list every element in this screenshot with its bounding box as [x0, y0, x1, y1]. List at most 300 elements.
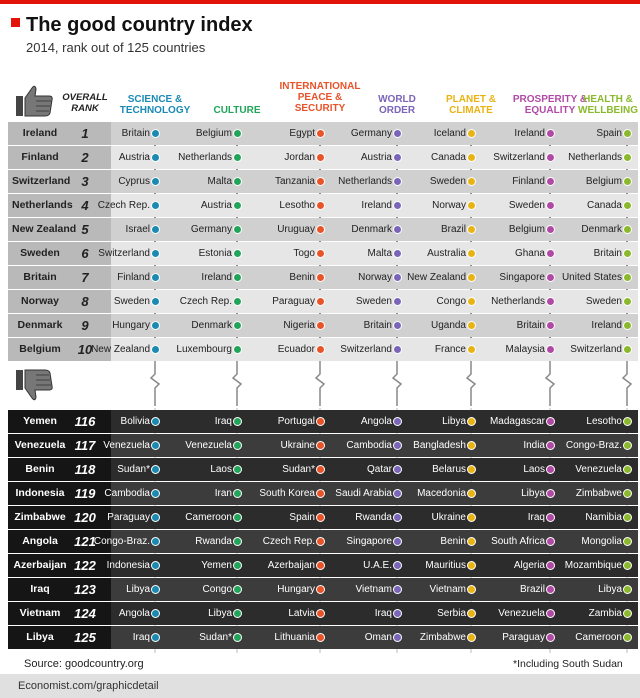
footnote: *Including South Sudan: [513, 658, 623, 670]
column-header-health: HEALTH & WELLBEING: [578, 94, 638, 116]
marker-dot-prosperity: [546, 513, 555, 522]
brand-square: [11, 18, 20, 27]
marker-dot-prosperity: [546, 465, 555, 474]
cell-planet: Bangladesh: [413, 440, 466, 451]
marker-dot-science: [151, 225, 160, 234]
country-name: Vietnam: [19, 607, 61, 619]
overall-rank: 7: [81, 270, 89, 285]
cell-science: Bolivia: [120, 416, 150, 427]
overall-rank: 117: [74, 438, 96, 453]
marker-dot-planet: [467, 201, 476, 210]
country-name: Denmark: [17, 319, 63, 331]
cell-planet: Norway: [432, 200, 466, 211]
marker-dot-culture: [233, 345, 242, 354]
cell-planet: Serbia: [437, 608, 466, 619]
marker-dot-world: [393, 417, 402, 426]
overall-rank: 2: [81, 150, 89, 165]
thumbs-down-icon: [14, 368, 56, 402]
country-name: Venezuela: [14, 439, 66, 451]
marker-dot-prosperity: [546, 561, 555, 570]
cell-planet: New Zealand: [407, 272, 466, 283]
marker-dot-prosperity: [546, 489, 555, 498]
cell-world: Germany: [350, 128, 392, 139]
cell-world: Malta: [367, 248, 392, 259]
marker-dot-world: [393, 489, 402, 498]
marker-dot-world: [393, 345, 402, 354]
marker-dot-planet: [467, 177, 476, 186]
cell-prosperity: Libya: [521, 488, 545, 499]
cell-health: Sweden: [585, 296, 622, 307]
marker-dot-health: [623, 489, 632, 498]
marker-dot-culture: [233, 609, 242, 618]
country-cell: [8, 482, 111, 505]
marker-dot-peace: [316, 441, 325, 450]
cell-health: Ireland: [591, 320, 622, 331]
top-accent-bar: [0, 0, 640, 4]
marker-dot-world: [393, 513, 402, 522]
cell-health: Cameroon: [575, 632, 622, 643]
break-mark: [391, 356, 403, 406]
cell-planet: Sweden: [429, 176, 466, 187]
marker-dot-culture: [233, 129, 242, 138]
marker-dot-culture: [233, 441, 242, 450]
marker-dot-world: [393, 441, 402, 450]
cell-peace: Lesotho: [279, 200, 315, 211]
marker-dot-health: [623, 225, 632, 234]
marker-dot-planet: [467, 225, 476, 234]
break-mark: [149, 356, 161, 406]
marker-dot-health: [623, 153, 632, 162]
cell-planet: Ukraine: [431, 512, 466, 523]
cell-world: Austria: [360, 152, 392, 163]
marker-dot-world: [393, 177, 402, 186]
country-cell: [8, 170, 111, 193]
marker-dot-world: [393, 321, 402, 330]
cell-peace: Lithuania: [274, 632, 315, 643]
country-name: Iraq: [30, 583, 50, 595]
cell-peace: Hungary: [277, 584, 315, 595]
marker-dot-planet: [467, 273, 476, 282]
overall-rank: 8: [81, 294, 89, 309]
cell-culture: Iraq: [214, 416, 232, 427]
country-name: Belgium: [19, 343, 61, 355]
marker-dot-science: [151, 177, 160, 186]
cell-planet: Benin: [440, 536, 466, 547]
cell-peace: Nigeria: [283, 320, 315, 331]
country-cell: [8, 410, 111, 433]
marker-dot-world: [393, 249, 402, 258]
cell-health: Congo-Braz.: [565, 440, 622, 451]
cell-prosperity: Britain: [516, 320, 545, 331]
cell-science: Indonesia: [106, 560, 150, 571]
cell-prosperity: Madagascar: [489, 416, 545, 427]
marker-dot-prosperity: [546, 273, 555, 282]
marker-dot-science: [151, 153, 160, 162]
cell-science: Cambodia: [104, 488, 150, 499]
cell-culture: Ireland: [201, 272, 232, 283]
country-cell: [8, 290, 111, 313]
marker-dot-culture: [233, 249, 242, 258]
cell-culture: Cameroon: [185, 512, 232, 523]
cell-culture: Czech Rep.: [179, 296, 232, 307]
country-cell: [8, 146, 111, 169]
marker-dot-health: [623, 537, 632, 546]
cell-culture: Luxembourg: [176, 344, 232, 355]
cell-culture: Libya: [208, 608, 232, 619]
overall-rank: 119: [74, 486, 96, 501]
marker-dot-culture: [233, 561, 242, 570]
cell-health: Namibia: [585, 512, 622, 523]
marker-dot-prosperity: [546, 297, 555, 306]
cell-planet: Uganda: [430, 320, 466, 331]
marker-dot-planet: [467, 465, 476, 474]
cell-peace: Portugal: [277, 416, 315, 427]
marker-dot-prosperity: [546, 321, 555, 330]
country-name: Ireland: [22, 127, 58, 139]
marker-dot-science: [151, 609, 160, 618]
cell-health: Mozambique: [564, 560, 622, 571]
cell-science: Paraguay: [107, 512, 150, 523]
cell-peace: Sudan*: [282, 464, 315, 475]
country-cell: [8, 218, 111, 241]
marker-dot-science: [151, 345, 160, 354]
cell-prosperity: Ghana: [514, 248, 545, 259]
cell-world: Netherlands: [338, 176, 392, 187]
country-cell: [8, 266, 111, 289]
country-cell: [8, 122, 111, 145]
cell-peace: Uruguay: [277, 224, 315, 235]
marker-dot-health: [623, 345, 632, 354]
cell-prosperity: Algeria: [513, 560, 545, 571]
marker-dot-world: [393, 273, 402, 282]
marker-dot-science: [151, 129, 160, 138]
marker-dot-health: [623, 177, 632, 186]
marker-dot-peace: [316, 177, 325, 186]
cell-prosperity: Switzerland: [493, 152, 545, 163]
cell-world: Oman: [364, 632, 392, 643]
country-cell: [8, 626, 111, 649]
break-mark: [231, 356, 243, 406]
marker-dot-science: [151, 561, 160, 570]
cell-health: Netherlands: [568, 152, 622, 163]
chart-title: The good country index: [26, 14, 253, 36]
cell-world: Cambodia: [346, 440, 392, 451]
cell-world: Vietnam: [355, 584, 392, 595]
cell-health: Mongolia: [581, 536, 622, 547]
overall-rank: 5: [81, 222, 89, 237]
cell-culture: Congo: [202, 584, 232, 595]
cell-planet: Iceland: [433, 128, 466, 139]
country-cell: [8, 434, 111, 457]
country-cell: [8, 506, 111, 529]
column-header-world: WORLD ORDER: [378, 94, 416, 116]
country-name: Sweden: [20, 247, 60, 259]
marker-dot-prosperity: [546, 633, 555, 642]
marker-dot-health: [623, 201, 632, 210]
marker-dot-culture: [233, 201, 242, 210]
marker-dot-peace: [316, 153, 325, 162]
marker-dot-peace: [316, 417, 325, 426]
marker-dot-science: [151, 537, 160, 546]
overall-rank: 10: [77, 342, 93, 357]
country-name: Netherlands: [12, 199, 73, 211]
marker-dot-health: [623, 249, 632, 258]
cell-planet: France: [434, 344, 466, 355]
marker-dot-health: [623, 129, 632, 138]
marker-dot-health: [623, 417, 632, 426]
country-cell: [8, 458, 111, 481]
cell-health: Lesotho: [586, 416, 622, 427]
marker-dot-world: [393, 225, 402, 234]
marker-dot-planet: [467, 489, 476, 498]
column-header-science: SCIENCE & TECHNOLOGY: [119, 94, 191, 116]
country-cell: [8, 602, 111, 625]
country-cell: [8, 242, 111, 265]
column-header-prosperity: PROSPERITY & EQUALITY: [512, 94, 588, 116]
marker-dot-science: [151, 273, 160, 282]
marker-dot-health: [623, 561, 632, 570]
marker-dot-culture: [233, 489, 242, 498]
marker-dot-health: [623, 585, 632, 594]
cell-science: Hungary: [112, 320, 150, 331]
cell-culture: Sudan*: [199, 632, 232, 643]
marker-dot-planet: [467, 297, 476, 306]
marker-dot-culture: [233, 297, 242, 306]
marker-dot-health: [623, 609, 632, 618]
source-note: Source: goodcountry.org: [24, 658, 144, 670]
cell-peace: Ecuador: [277, 344, 315, 355]
marker-dot-peace: [316, 561, 325, 570]
cell-planet: Zimbabwe: [419, 632, 466, 643]
overall-rank: 1: [81, 126, 89, 141]
marker-dot-planet: [467, 249, 476, 258]
country-name: Norway: [21, 295, 59, 307]
marker-dot-science: [151, 441, 160, 450]
overall-rank: 118: [74, 462, 96, 477]
marker-dot-health: [623, 441, 632, 450]
cell-health: Britain: [593, 248, 622, 259]
break-mark: [544, 356, 556, 406]
marker-dot-world: [393, 609, 402, 618]
cell-health: Belgium: [585, 176, 622, 187]
cell-culture: Denmark: [191, 320, 232, 331]
cell-planet: Belarus: [432, 464, 466, 475]
cell-science: Congo-Braz.: [93, 536, 150, 547]
cell-science: Finland: [117, 272, 150, 283]
cell-culture: Laos: [210, 464, 232, 475]
cell-planet: Macedonia: [417, 488, 466, 499]
marker-dot-planet: [467, 609, 476, 618]
cell-science: Iraq: [132, 632, 150, 643]
marker-dot-prosperity: [546, 609, 555, 618]
cell-world: Norway: [358, 272, 392, 283]
marker-dot-planet: [467, 153, 476, 162]
country-name: Switzerland: [12, 175, 71, 187]
cell-prosperity: Brazil: [519, 584, 545, 595]
cell-health: Spain: [596, 128, 622, 139]
cell-culture: Yemen: [201, 560, 232, 571]
marker-dot-world: [393, 129, 402, 138]
cell-peace: Togo: [293, 248, 315, 259]
cell-planet: Australia: [427, 248, 466, 259]
cell-world: U.A.E.: [363, 560, 392, 571]
overall-rank: 124: [74, 606, 96, 621]
marker-dot-peace: [316, 465, 325, 474]
cell-culture: Germany: [190, 224, 232, 235]
marker-dot-world: [393, 561, 402, 570]
country-name: Indonesia: [15, 487, 65, 499]
marker-dot-science: [151, 249, 160, 258]
marker-dot-peace: [316, 297, 325, 306]
country-name: Libya: [26, 631, 54, 643]
marker-dot-planet: [467, 441, 476, 450]
marker-dot-prosperity: [546, 129, 555, 138]
cell-health: Zambia: [588, 608, 622, 619]
credit-link[interactable]: Economist.com/graphicdetail: [18, 680, 159, 692]
cell-culture: Iran: [214, 488, 232, 499]
cell-peace: Tanzania: [274, 176, 315, 187]
marker-dot-planet: [467, 129, 476, 138]
cell-prosperity: Finland: [512, 176, 545, 187]
cell-world: Britain: [363, 320, 392, 331]
cell-planet: Canada: [430, 152, 466, 163]
cell-culture: Netherlands: [178, 152, 232, 163]
cell-science: Angola: [118, 608, 150, 619]
marker-dot-world: [393, 585, 402, 594]
cell-planet: Brazil: [440, 224, 466, 235]
marker-dot-prosperity: [546, 417, 555, 426]
marker-dot-world: [393, 297, 402, 306]
marker-dot-world: [393, 201, 402, 210]
marker-dot-peace: [316, 201, 325, 210]
country-name: Benin: [25, 463, 55, 475]
cell-prosperity: India: [523, 440, 545, 451]
cell-science: Switzerland: [98, 248, 150, 259]
overall-rank: 125: [74, 630, 96, 645]
marker-dot-prosperity: [546, 201, 555, 210]
cell-science: Sweden: [113, 296, 150, 307]
cell-prosperity: Singapore: [499, 272, 545, 283]
break-mark: [465, 356, 477, 406]
cell-world: Ireland: [361, 200, 392, 211]
marker-dot-peace: [316, 321, 325, 330]
overall-rank-header: OVERALL RANK: [62, 92, 108, 114]
marker-dot-culture: [233, 633, 242, 642]
marker-dot-science: [151, 297, 160, 306]
cell-peace: Ukraine: [280, 440, 315, 451]
cell-culture: Estonia: [198, 248, 232, 259]
marker-dot-planet: [467, 345, 476, 354]
marker-dot-science: [151, 489, 160, 498]
cell-science: Britain: [121, 128, 150, 139]
cell-health: Denmark: [581, 224, 622, 235]
cell-prosperity: Belgium: [508, 224, 545, 235]
cell-peace: Spain: [289, 512, 315, 523]
cell-peace: Azerbaijan: [267, 560, 315, 571]
cell-prosperity: Paraguay: [502, 632, 545, 643]
cell-science: Sudan*: [117, 464, 150, 475]
marker-dot-peace: [316, 129, 325, 138]
marker-dot-planet: [467, 513, 476, 522]
marker-dot-planet: [467, 633, 476, 642]
marker-dot-peace: [316, 489, 325, 498]
cell-health: United States: [561, 272, 622, 283]
marker-dot-peace: [316, 633, 325, 642]
break-mark: [314, 356, 326, 406]
marker-dot-planet: [467, 537, 476, 546]
cell-peace: Latvia: [288, 608, 315, 619]
marker-dot-peace: [316, 249, 325, 258]
country-name: Britain: [23, 271, 57, 283]
marker-dot-world: [393, 153, 402, 162]
country-name: Azerbaijan: [13, 559, 67, 571]
marker-dot-world: [393, 537, 402, 546]
marker-dot-prosperity: [546, 537, 555, 546]
cell-health: Libya: [598, 584, 622, 595]
cell-prosperity: South Africa: [491, 536, 545, 547]
marker-dot-peace: [316, 225, 325, 234]
cell-science: New Zealand: [91, 344, 150, 355]
cell-world: Singapore: [346, 536, 392, 547]
cell-planet: Mauritius: [425, 560, 466, 571]
column-header-peace: INTERNATIONAL PEACE & SECURITY: [279, 81, 361, 114]
cell-world: Angola: [360, 416, 392, 427]
cell-health: Switzerland: [570, 344, 622, 355]
marker-dot-science: [151, 633, 160, 642]
marker-dot-planet: [467, 585, 476, 594]
cell-world: Qatar: [366, 464, 392, 475]
cell-world: Rwanda: [355, 512, 392, 523]
country-cell: [8, 578, 111, 601]
country-name: Zimbabwe: [14, 511, 66, 523]
marker-dot-health: [623, 273, 632, 282]
overall-rank: 4: [81, 198, 89, 213]
country-cell: [8, 194, 111, 217]
marker-dot-peace: [316, 273, 325, 282]
marker-dot-culture: [233, 417, 242, 426]
cell-science: Venezuela: [103, 440, 150, 451]
marker-dot-science: [151, 465, 160, 474]
column-header-planet: PLANET & CLIMATE: [446, 94, 496, 116]
marker-dot-planet: [467, 321, 476, 330]
country-cell: [8, 314, 111, 337]
marker-dot-world: [393, 465, 402, 474]
overall-rank: 3: [81, 174, 89, 189]
marker-dot-culture: [233, 177, 242, 186]
marker-dot-culture: [233, 153, 242, 162]
cell-health: Venezuela: [575, 464, 622, 475]
marker-dot-science: [151, 585, 160, 594]
cell-world: Denmark: [351, 224, 392, 235]
marker-dot-prosperity: [546, 153, 555, 162]
marker-dot-peace: [316, 537, 325, 546]
marker-dot-peace: [316, 345, 325, 354]
marker-dot-prosperity: [546, 441, 555, 450]
cell-health: Zimbabwe: [575, 488, 622, 499]
cell-world: Switzerland: [340, 344, 392, 355]
cell-culture: Austria: [200, 200, 232, 211]
cell-prosperity: Ireland: [514, 128, 545, 139]
marker-dot-health: [623, 297, 632, 306]
overall-rank: 121: [74, 534, 96, 549]
country-cell: [8, 554, 111, 577]
marker-dot-peace: [316, 585, 325, 594]
cell-world: Sweden: [355, 296, 392, 307]
country-name: Yemen: [23, 415, 57, 427]
cell-science: Libya: [126, 584, 150, 595]
cell-world: Saudi Arabia: [335, 488, 392, 499]
cell-peace: South Korea: [259, 488, 315, 499]
